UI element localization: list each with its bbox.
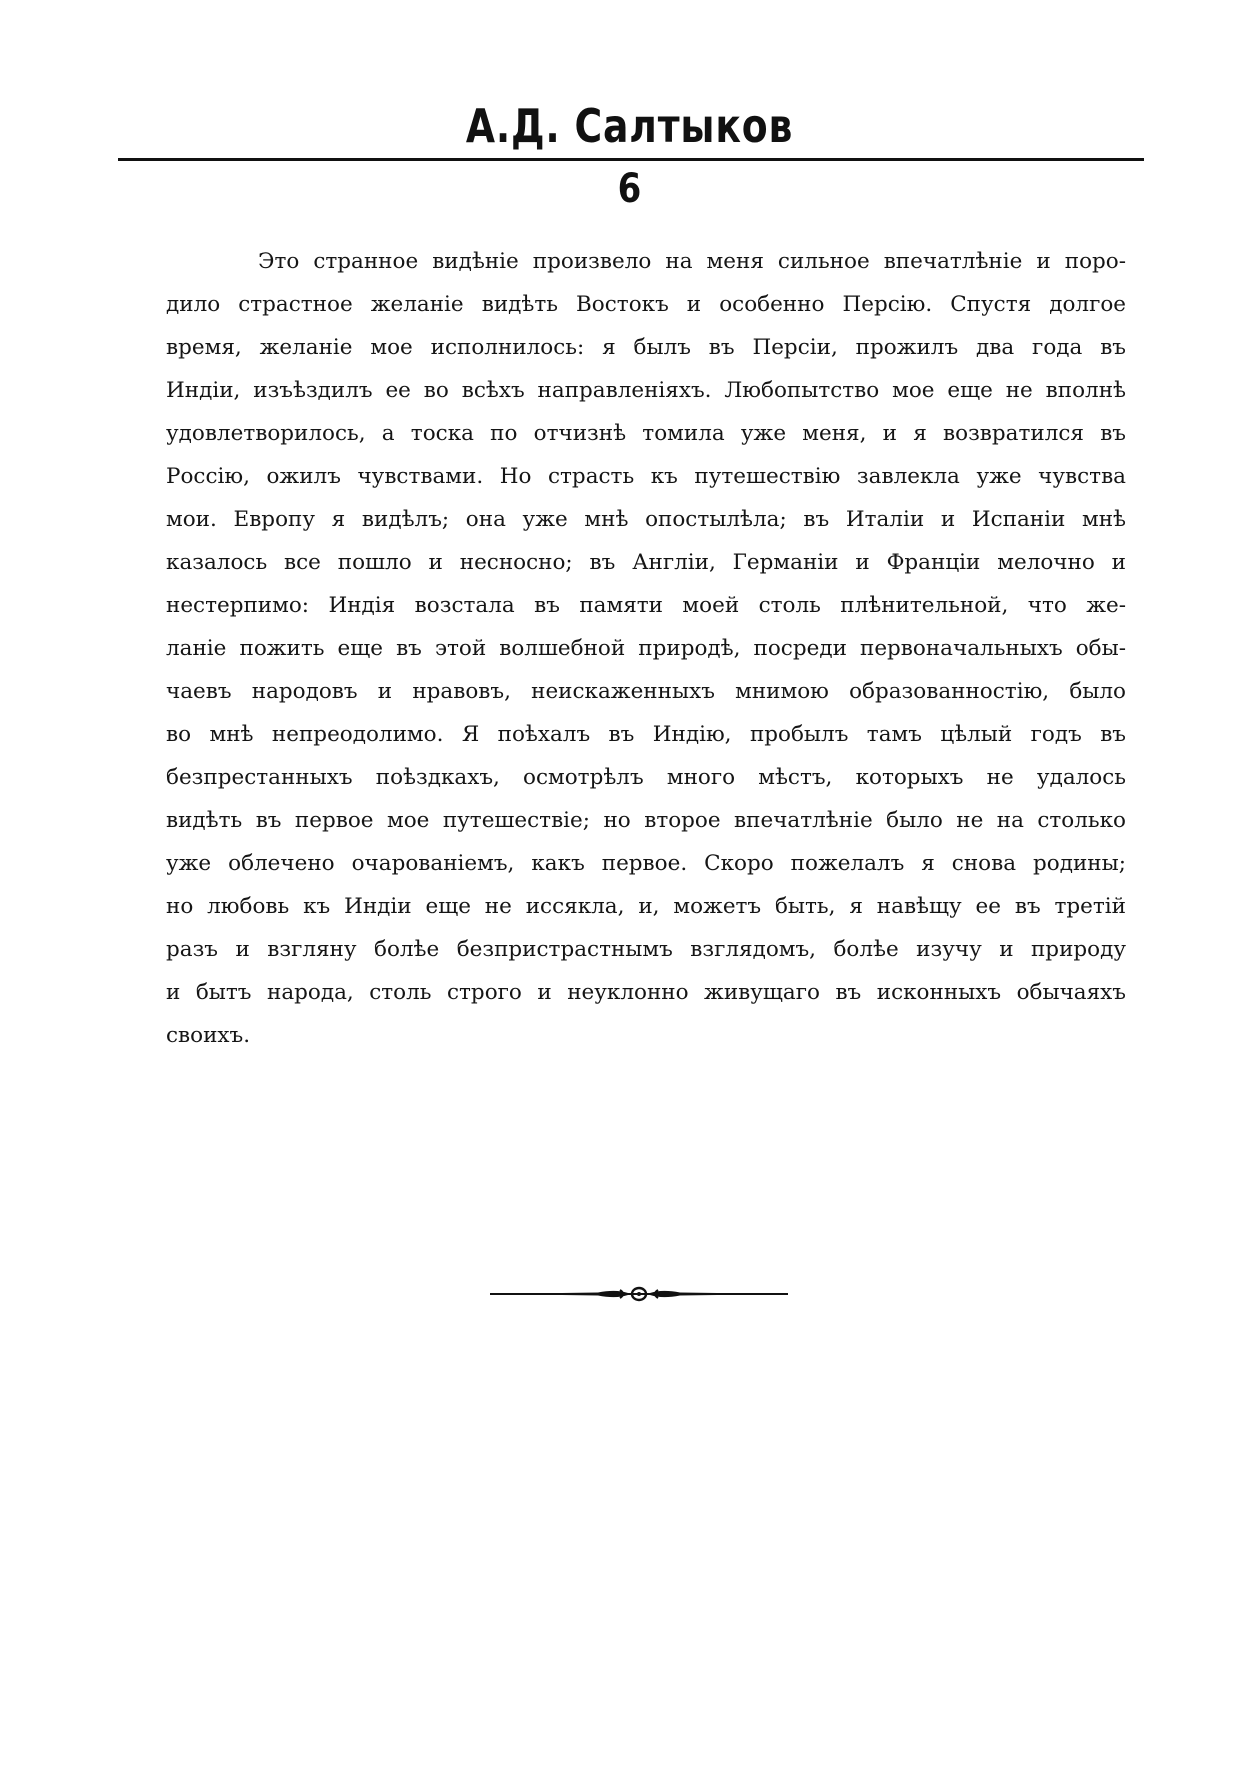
text-line: время, желаніе мое исполнилось: я былъ въ Персіи, прожилъ два года въ <box>166 335 1126 360</box>
text-line: казалось все пошло и несносно; въ Англіи, Германіи и Франціи мелочно и <box>166 550 1126 575</box>
page-title: А.Д. Салтыков <box>465 99 794 153</box>
decorative-flourish-icon <box>488 1282 790 1306</box>
text-line: и бытъ народа, столь строго и неуклонно живущаго въ исконныхъ обычаяхъ <box>166 980 1126 1005</box>
text-line: безпрестанныхъ поѣздкахъ, осмотрѣлъ много мѣстъ, которыхъ не удалось <box>166 765 1126 790</box>
text-line: ланіе пожить еще въ этой волшебной природѣ, посреди первоначальныхъ обы- <box>166 636 1126 661</box>
text-line: чаевъ народовъ и нравовъ, неискаженныхъ мнимою образованностію, было <box>166 679 1126 704</box>
text-line: своихъ. <box>166 1023 251 1048</box>
text-line: нестерпимо: Индія возстала въ памяти моей столь плѣнительной, что же- <box>166 593 1126 618</box>
text-line: во мнѣ непреодолимо. Я поѣхалъ въ Индію, пробылъ тамъ цѣлый годъ въ <box>166 722 1126 747</box>
text-line: Это странное видѣніе произвело на меня сильное впечатлѣніе и поро- <box>258 249 1126 274</box>
text-line: уже облечено очарованіемъ, какъ первое. Скоро пожелалъ я снова родины; <box>166 851 1126 876</box>
body-paragraph <box>166 240 1126 1057</box>
text-line: Индіи, изъѣздилъ ее во всѣхъ направленіяхъ. Любопытство мое еще не вполнѣ <box>166 378 1126 403</box>
text-line: видѣть въ первое мое путешествіе; но второе впечатлѣніе было не на столько <box>166 808 1126 833</box>
page-number: 6 <box>617 166 642 212</box>
text-line: удовлетворилось, а тоска по отчизнѣ томила уже меня, и я возвратился въ <box>166 421 1126 446</box>
text-line: Россію, ожилъ чувствами. Но страсть къ путешествію завлекла уже чувства <box>166 464 1126 489</box>
text-line: разъ и взгляну болѣе безпристрастнымъ взглядомъ, болѣе изучу и природу <box>166 937 1126 962</box>
text-line: мои. Европу я видѣлъ; она уже мнѣ опостылѣла; въ Италіи и Испаніи мнѣ <box>166 507 1126 532</box>
text-line: дило страстное желаніе видѣть Востокъ и особенно Персію. Спустя долгое <box>166 292 1126 317</box>
header-rule <box>118 158 1144 161</box>
text-line: но любовь къ Индіи еще не иссякла, и, можетъ быть, я навѣщу ее въ третій <box>166 894 1126 919</box>
